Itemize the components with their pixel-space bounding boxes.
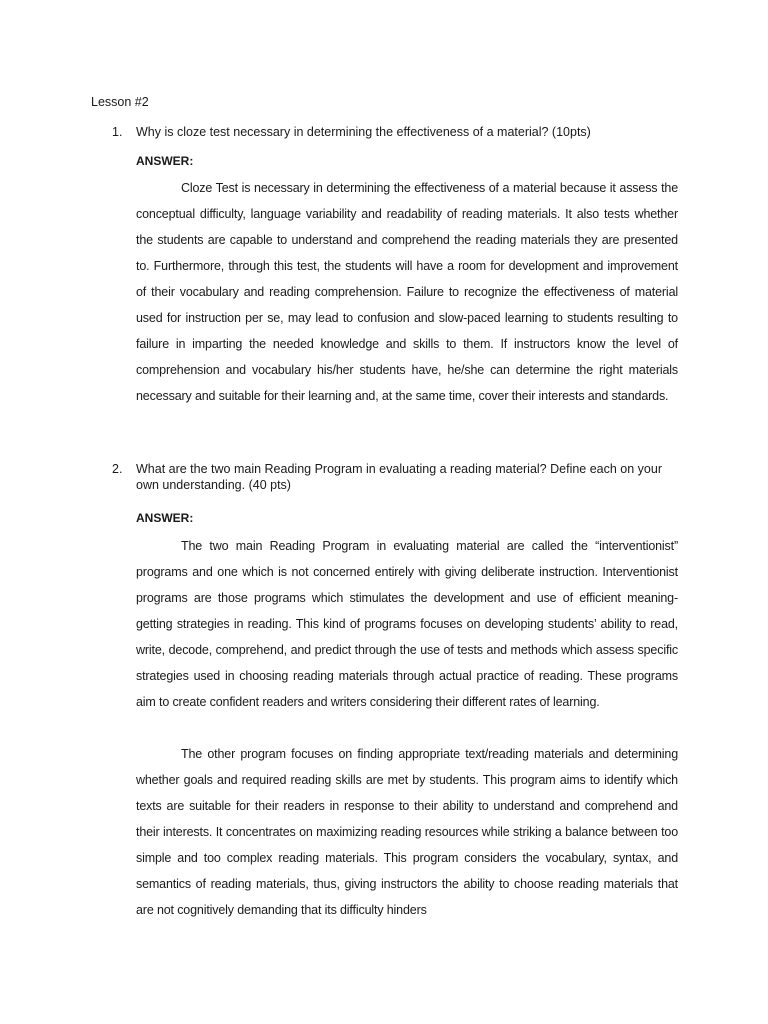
answer-paragraph: Cloze Test is necessary in determining the effectiveness of a material because it assess the conceptual difficulty, language variability and readability of reading materials. It also tests whether the students are capable to understand and comprehend the reading materials they are presented to. Furthermore, through this test, the students will have a room for development and improvement of their vocabulary and reading comprehension. Failure to recognize the effectiveness of material used for instruction per se, may lead to confusion and slow-paced learning to students resulting to failure in imparting the needed knowledge and skills to them. If instructors know the level of comprehension and vocabulary his/her students have, he/she can determine the right materials necessary and suitable for their learning and, at the same time, cover their interests and standards. bbox=[136, 181, 678, 403]
question-number: 2. bbox=[112, 462, 123, 476]
answer-paragraph: The two main Reading Program in evaluating material are called the “interventionist” programs and one which is not concerned entirely with giving deliberate instruction. Interventionist programs are those programs which stimulates the development and use of efficient meaning-getting strategies in reading. This kind of programs focuses on developing students’ ability to read, write, decode, comprehend, and predict through the use of tests and methods which assess specific strategies used in choosing reading materials through actual practice of reading. These programs aim to create confident readers and writers considering their different rates of learning. bbox=[136, 539, 678, 709]
answer-paragraph: The other program focuses on finding appropriate text/reading materials and determining whether goals and required reading skills are met by students. This program aims to identify which texts are suitable for their readers in response to their ability to understand and comprehend and their interests. It concentrates on maximizing reading resources while striking a balance between too simple and too complex reading materials. This program considers the vocabulary, syntax, and semantics of reading materials, thus, giving instructors the ability to choose reading materials that are not cognitively demanding that its difficulty hinders bbox=[136, 747, 678, 917]
question-text: Why is cloze test necessary in determining the effectiveness of a material? (10pts) bbox=[136, 125, 591, 139]
answer-label: ANSWER: bbox=[136, 154, 194, 168]
question-1 bbox=[112, 124, 680, 140]
lesson-title: Lesson #2 bbox=[91, 95, 149, 109]
question-text: What are the two main Reading Program in evaluating a reading material? Define each on your own understanding. (40 pts) bbox=[136, 462, 662, 492]
answer-label: ANSWER: bbox=[136, 511, 194, 525]
question-number: 1. bbox=[112, 125, 123, 139]
question-2 bbox=[112, 461, 680, 493]
